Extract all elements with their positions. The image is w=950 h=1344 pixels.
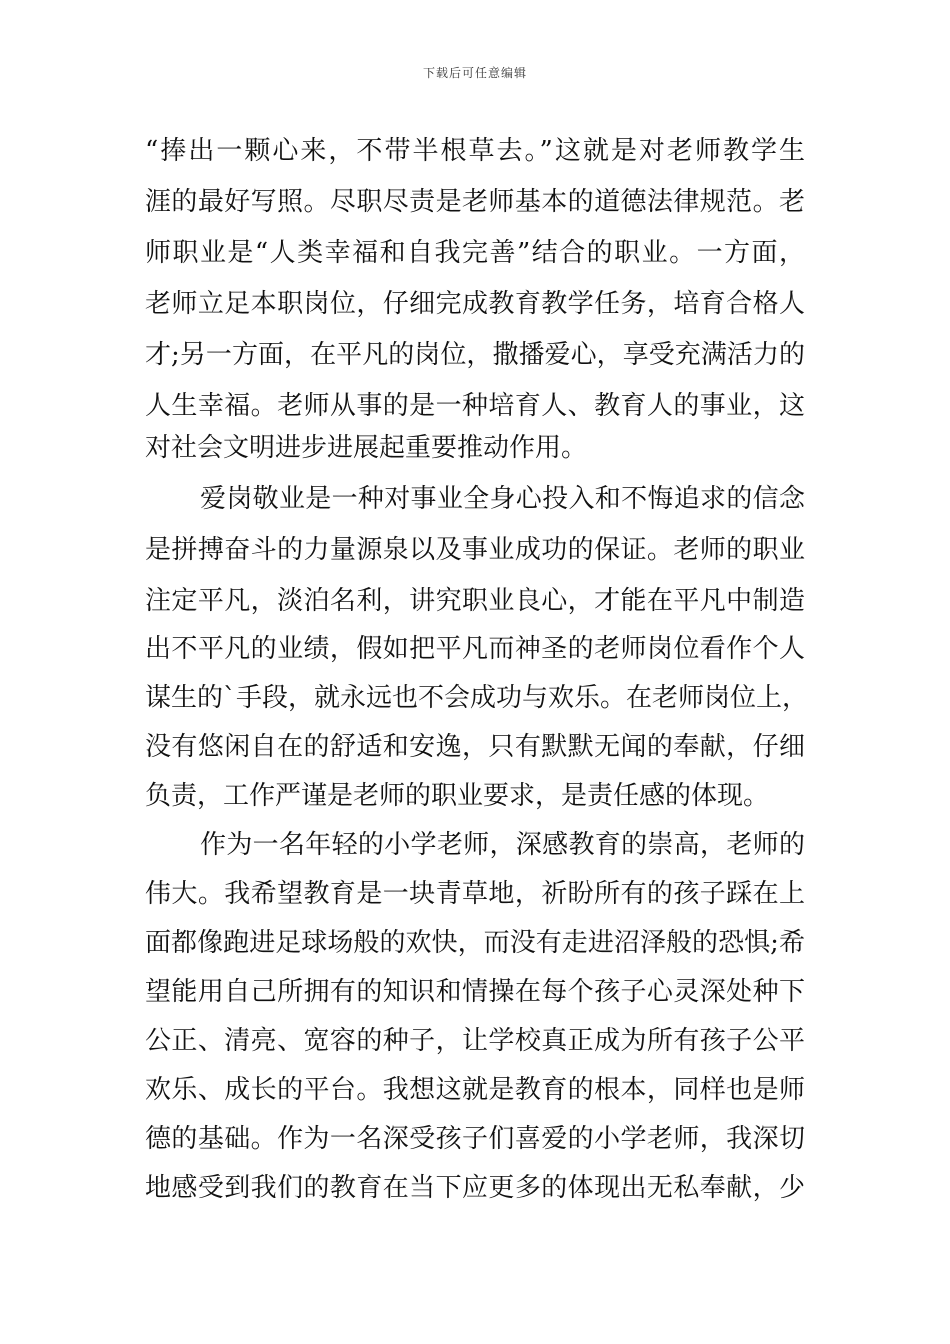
- text-line-6: 人生幸福。老师从事的是一种培育人、教育人的事业，这: [145, 391, 805, 421]
- text-line-8: 爱岗敬业是一种对事业全身心投入和不悔追求的信念: [200, 484, 805, 514]
- text-line-22: 地感受到我们的教育在当下应更多的体现出无私奉献，少: [145, 1173, 805, 1203]
- text-line-21: 德的基础。作为一名深受孩子们喜爱的小学老师，我深切: [145, 1124, 805, 1154]
- text-line-11: 出不平凡的业绩，假如把平凡而神圣的老师岗位看作个人: [145, 634, 805, 664]
- text-line-9: 是拼搏奋斗的力量源泉以及事业成功的保证。老师的职业: [145, 535, 805, 565]
- text-line-19: 公正、清亮、宽容的种子，让学校真正成为所有孩子公平: [145, 1026, 805, 1056]
- text-line-18: 望能用自己所拥有的知识和情操在每个孩子心灵深处种下: [145, 977, 805, 1007]
- text-line-13: 没有悠闲自在的舒适和安逸，只有默默无闻的奉献，仔细: [145, 732, 805, 762]
- text-line-15: 作为一名年轻的小学老师，深感教育的崇高，老师的: [200, 830, 805, 860]
- text-line-1: “捧出一颗心来，不带半根草去。”这就是对老师教学生: [145, 136, 805, 166]
- text-line-5: 才;另一方面，在平凡的岗位，撒播爱心，享受充满活力的: [145, 340, 805, 370]
- text-line-2: 涯的最好写照。尽职尽责是老师基本的道德法律规范。老: [145, 187, 805, 217]
- text-line-7: 对社会文明进步进展起重要推动作用。: [145, 433, 588, 463]
- text-line-3: 师职业是“人类幸福和自我完善”结合的职业。一方面，: [145, 238, 805, 268]
- text-line-4: 老师立足本职岗位，仔细完成教育教学任务，培育合格人: [145, 289, 805, 319]
- text-line-20: 欢乐、成长的平台。我想这就是教育的根本，同样也是师: [145, 1075, 805, 1105]
- text-line-17: 面都像跑进足球场般的欢快，而没有走进沼泽般的恐惧;希: [145, 928, 805, 958]
- page-header: 下载后可任意编辑: [422, 66, 527, 80]
- text-line-14: 负责，工作严谨是老师的职业要求，是责任感的体现。: [145, 781, 770, 811]
- text-line-12: 谋生的`手段，就永远也不会成功与欢乐。在老师岗位上，: [145, 683, 809, 713]
- text-line-16: 伟大。我希望教育是一块青草地，祈盼所有的孩子踩在上: [145, 879, 805, 909]
- text-line-10: 注定平凡，淡泊名利，讲究职业良心，才能在平凡中制造: [145, 586, 805, 616]
